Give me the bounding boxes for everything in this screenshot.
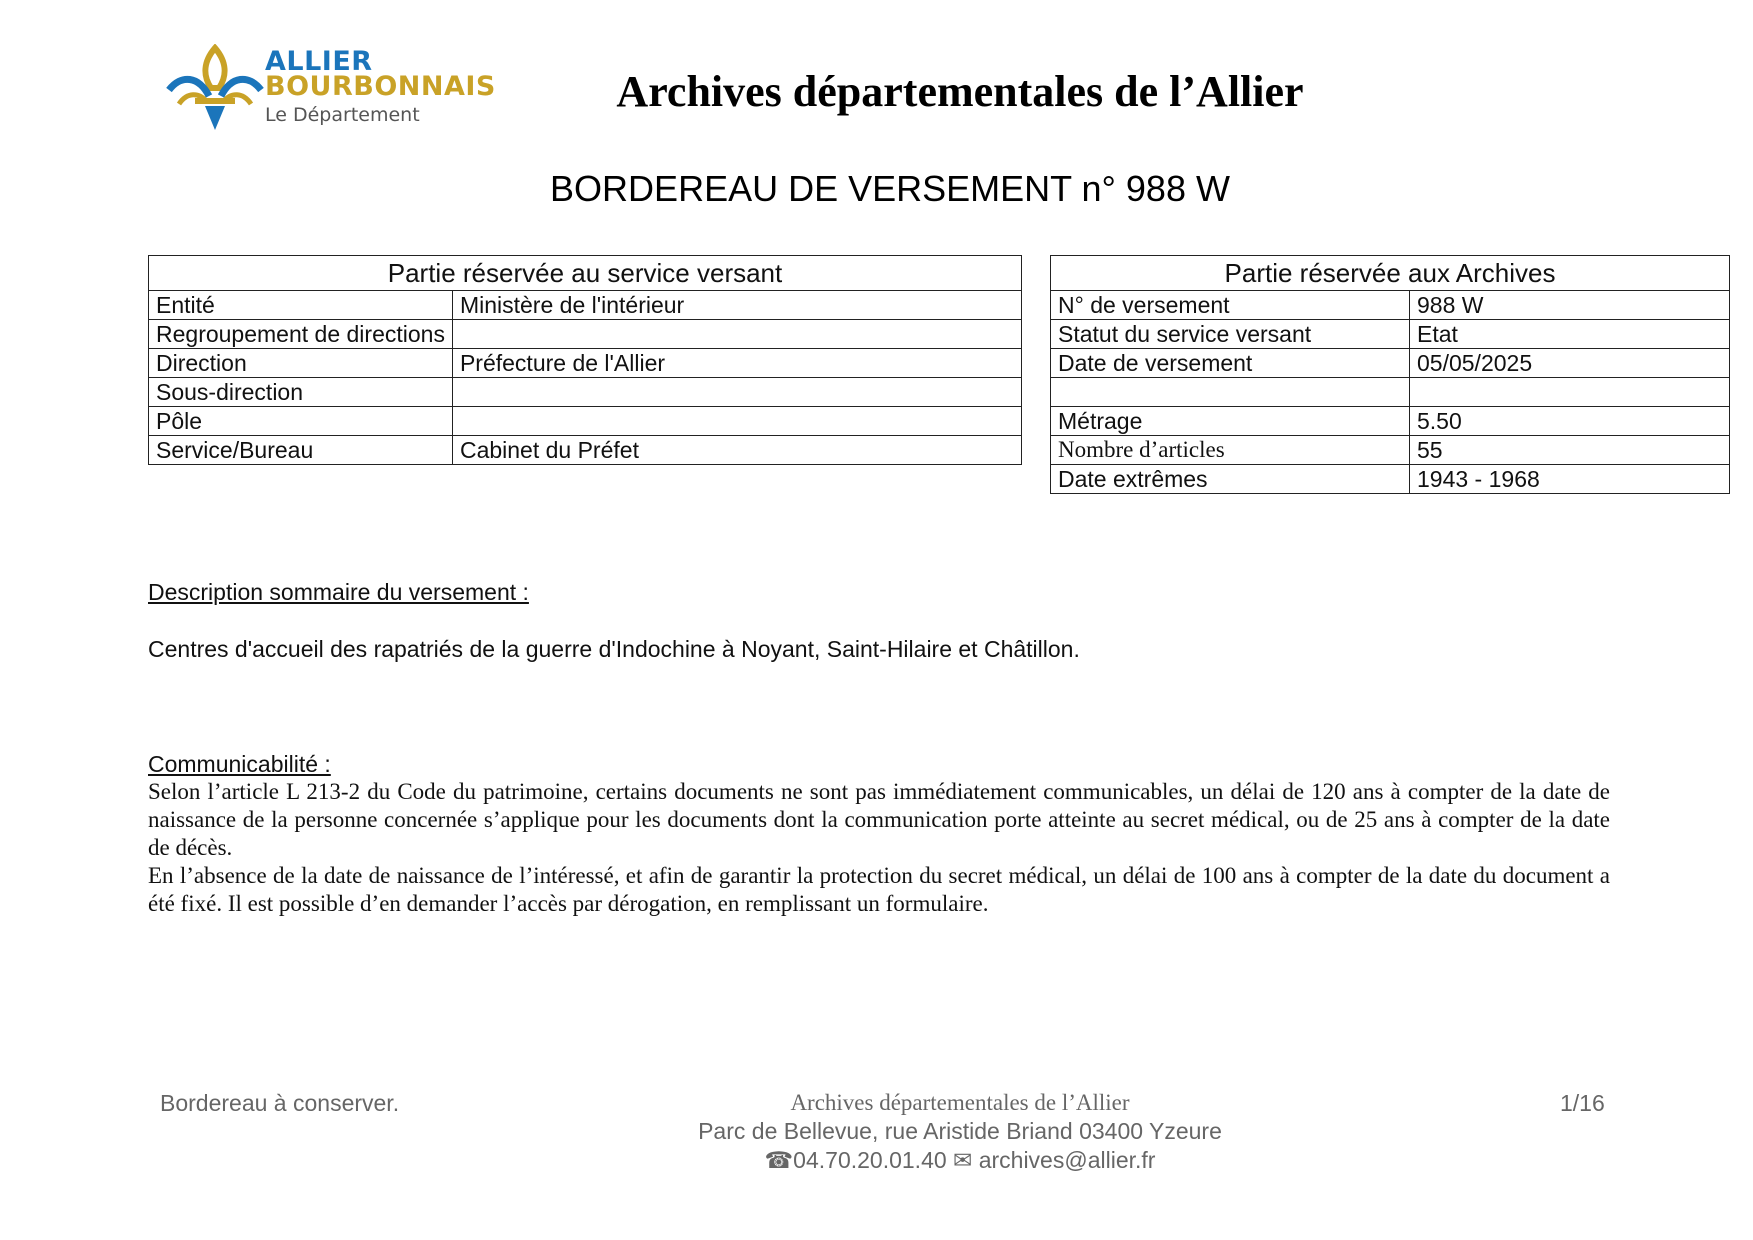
table-row — [1051, 465, 1730, 494]
field-value: 05/05/2025 — [1410, 349, 1730, 378]
table-row — [1051, 291, 1730, 320]
field-value: 55 — [1410, 436, 1730, 465]
table-row — [149, 436, 1022, 465]
field-label: Regroupement de directions — [149, 320, 453, 349]
table-row — [1051, 436, 1730, 465]
table-row — [149, 320, 1022, 349]
table-row — [1051, 378, 1730, 407]
field-value — [452, 407, 1021, 436]
field-value: Cabinet du Préfet — [452, 436, 1021, 465]
table-row — [149, 291, 1022, 320]
field-value: 988 W — [1410, 291, 1730, 320]
communicability-body — [148, 778, 1610, 918]
field-label: Pôle — [149, 407, 453, 436]
logo-line-bourbonnais: BOURBONNAIS — [265, 71, 496, 102]
field-label: Statut du service versant — [1051, 320, 1410, 349]
communicability-paragraph: En l’absence de la date de naissance de l’intéressé, et afin de garantir la protection du secret médical, un délai de 100 ans à compter de la date du document a été fixé. Il est possible d’en demander l’accès par dérogation, en remplissant un formulaire. — [148, 863, 1610, 916]
logo-line-departement: Le Département — [265, 104, 420, 126]
allier-logo — [165, 44, 505, 140]
field-label: Date extrêmes — [1051, 465, 1410, 494]
service-table-heading: Partie réservée au service versant — [149, 256, 1022, 291]
field-value: Préfecture de l'Allier — [452, 349, 1021, 378]
table-row — [149, 349, 1022, 378]
field-label: Sous-direction — [149, 378, 453, 407]
communicability-paragraph: Selon l’article L 213-2 du Code du patrimoine, certains documents ne sont pas immédiatement communicables, un délai de 120 ans à compter de la date de naissance de la personne concernée s’applique pour les documents dont la communication porte atteinte au secret médical, ou de 25 ans à compter de la date de décès. — [148, 779, 1610, 860]
field-label: Métrage — [1051, 407, 1410, 436]
field-value: 5.50 — [1410, 407, 1730, 436]
service-versant-table — [148, 255, 1022, 465]
field-label: Entité — [149, 291, 453, 320]
field-label — [1051, 378, 1410, 407]
footer-address — [640, 1088, 1280, 1175]
table-row — [1051, 320, 1730, 349]
field-label: Date de versement — [1051, 349, 1410, 378]
table-row — [1051, 407, 1730, 436]
page-number: 1/16 — [1560, 1090, 1605, 1116]
field-value — [452, 378, 1021, 407]
field-label: Service/Bureau — [149, 436, 453, 465]
archives-table-heading: Partie réservée aux Archives — [1051, 256, 1730, 291]
description-text: Centres d'accueil des rapatriés de la guerre d'Indochine à Noyant, Saint-Hilaire et Châtillon. — [148, 636, 1080, 662]
footer-institution: Archives départementales de l’Allier — [790, 1090, 1130, 1115]
table-row — [1051, 349, 1730, 378]
field-value — [452, 320, 1021, 349]
field-value: Ministère de l'intérieur — [452, 291, 1021, 320]
table-header-row — [1051, 256, 1730, 291]
table-row — [149, 378, 1022, 407]
field-label: Nombre d’articles — [1051, 436, 1410, 465]
archives-table — [1050, 255, 1730, 494]
logo-wordmark — [265, 48, 496, 125]
fleur-de-lis-icon — [165, 44, 265, 140]
field-value: 1943 - 1968 — [1410, 465, 1730, 494]
field-label: N° de versement — [1051, 291, 1410, 320]
document-subtitle: BORDEREAU DE VERSEMENT n° 988 W — [550, 168, 1230, 209]
table-header-row — [149, 256, 1022, 291]
communicability-title: Communicabilité : — [148, 751, 331, 777]
field-label: Direction — [149, 349, 453, 378]
logo-line-allier: ALLIER — [265, 46, 373, 77]
footer-contact: ☎04.70.20.01.40 ✉ archives@allier.fr — [764, 1147, 1156, 1173]
field-value — [1410, 378, 1730, 407]
table-row — [149, 407, 1022, 436]
footer-note: Bordereau à conserver. — [160, 1090, 400, 1116]
description-title: Description sommaire du versement : — [148, 579, 529, 605]
footer-street: Parc de Bellevue, rue Aristide Briand 03400 Yzeure — [698, 1118, 1222, 1144]
page-title: Archives départementales de l’Allier — [616, 67, 1304, 116]
field-value: Etat — [1410, 320, 1730, 349]
